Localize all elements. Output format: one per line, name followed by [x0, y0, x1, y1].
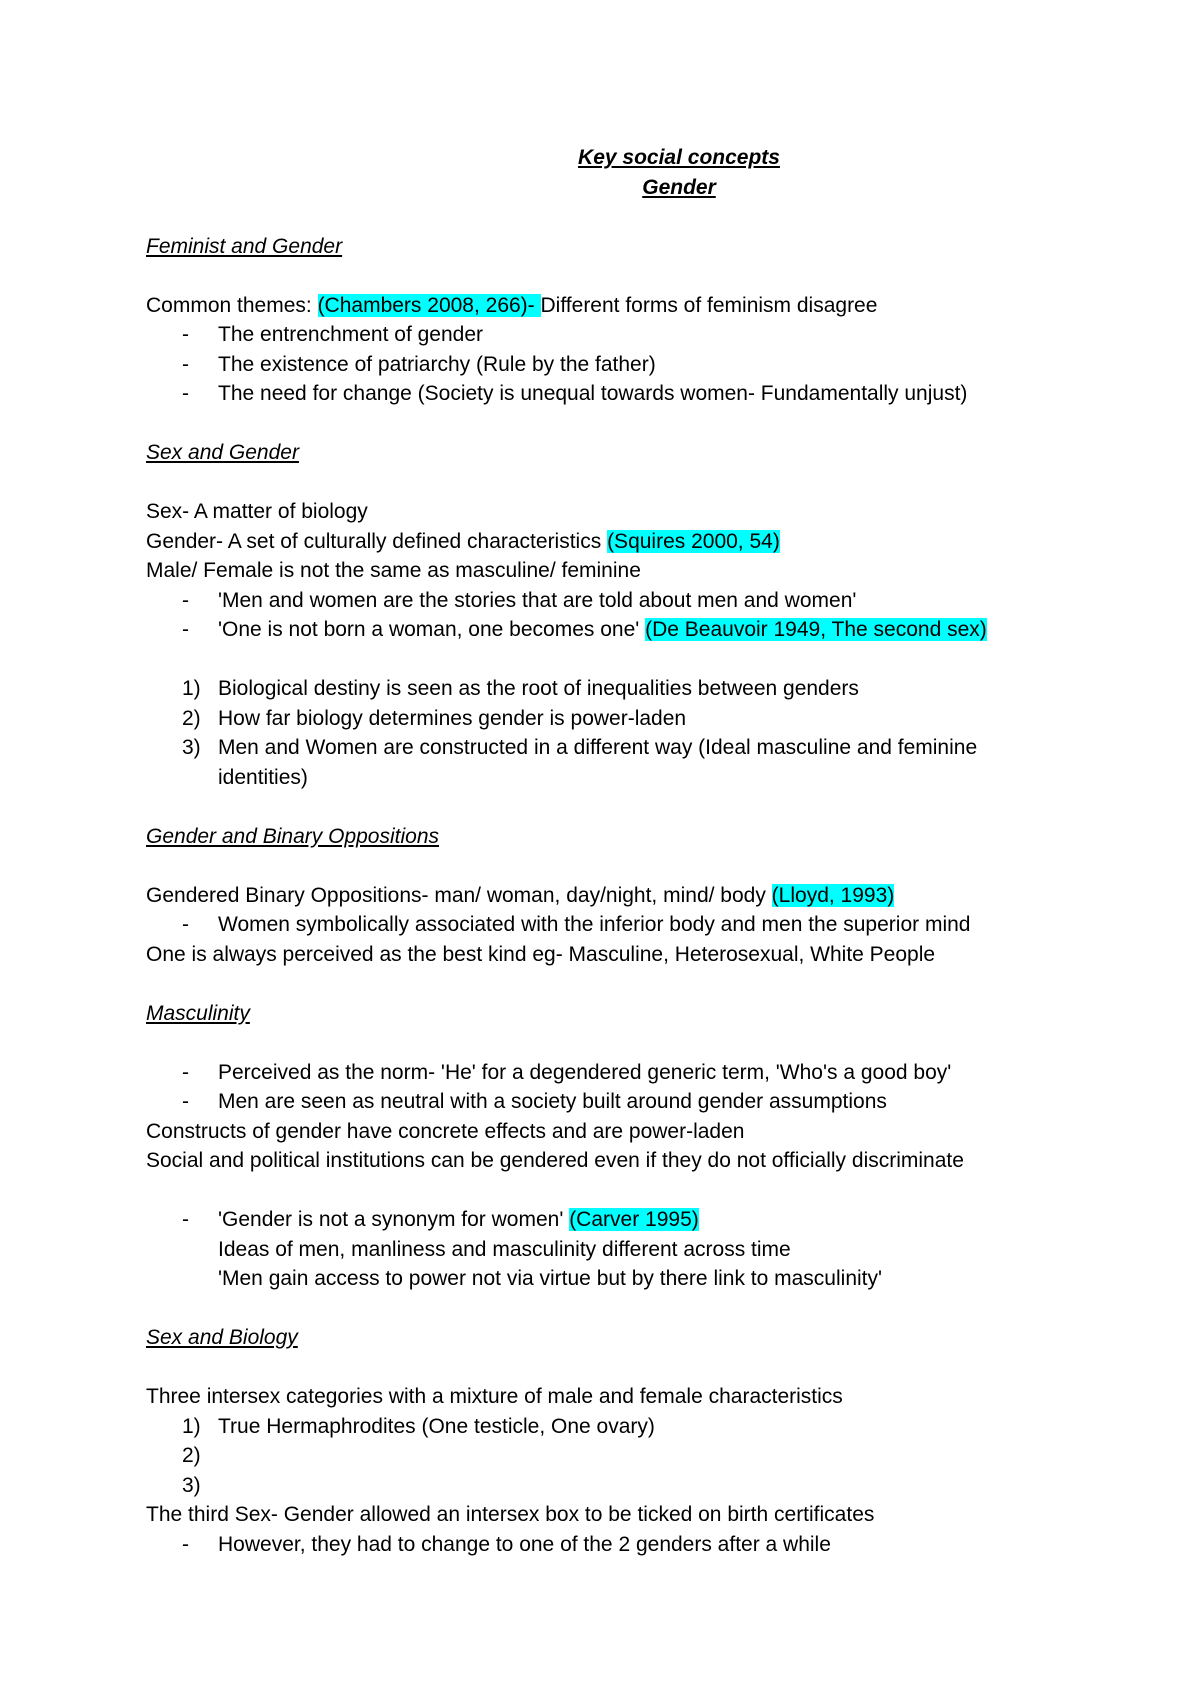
paragraph: Social and political institutions can be gendered even if they do not officially discriminate: [146, 1149, 964, 1172]
paragraph: Three intersex categories with a mixture of male and female characteristics: [146, 1385, 843, 1408]
paragraph: [146, 291, 1066, 321]
bullet-text: Perceived as the norm- 'He' for a degendered generic term, 'Who's a good boy': [218, 1060, 952, 1084]
bullet-text: 'Gender is not a synonym for women': [218, 1208, 570, 1231]
bullet-item: [146, 615, 1066, 645]
dash-marker: -: [182, 323, 189, 346]
numbered-item: [146, 1412, 1066, 1442]
paragraph: Sex- A matter of biology: [146, 500, 368, 523]
document-title: Key social concepts: [578, 146, 780, 169]
paragraph: Male/ Female is not the same as masculine/ feminine: [146, 559, 641, 582]
sub-line: 'Men gain access to power not via virtue but by there link to masculinity': [218, 1267, 883, 1290]
numbered-item: [146, 1471, 1066, 1501]
numbered-item: [146, 704, 1066, 734]
numbered-item: [146, 674, 1066, 704]
dash-marker: -: [182, 1208, 189, 1231]
bullet-text: The entrenchment of gender: [218, 323, 484, 346]
dash-marker: -: [182, 913, 189, 936]
text: Common themes:: [146, 293, 318, 317]
section-heading-binary: Gender and Binary Oppositions: [146, 824, 440, 848]
bullet-text: The existence of patriarchy (Rule by the father): [218, 352, 656, 376]
number-marker: 3): [182, 1473, 201, 1497]
numbered-text: Men and Women are constructed in a different way (Ideal masculine and feminine identities): [218, 736, 978, 789]
paragraph: Constructs of gender have concrete effects and are power-laden: [146, 1119, 745, 1143]
numbered-text: How far biology determines gender is power-laden: [218, 706, 687, 730]
dash-marker: -: [182, 382, 189, 405]
bullet-item: [146, 1087, 1066, 1117]
citation-highlight: (De Beauvoir 1949, The second sex): [645, 618, 987, 641]
bullet-item: [146, 1058, 1066, 1088]
text: Gender- A set of culturally defined characteristics: [146, 529, 608, 553]
paragraph: [146, 527, 1066, 557]
section-heading-masculinity: Masculinity: [146, 1001, 250, 1025]
number-marker: 3): [182, 736, 201, 759]
numbered-item: [146, 733, 1066, 792]
section-heading-feminist: Feminist and Gender: [146, 234, 343, 258]
citation-highlight: (Chambers 2008, 266)-: [317, 293, 541, 317]
bullet-item: [146, 1530, 1066, 1560]
dash-marker: -: [182, 352, 189, 376]
dash-marker: -: [182, 618, 189, 641]
section-heading-sex-gender: Sex and Gender: [146, 441, 299, 464]
numbered-text: Biological destiny is seen as the root of inequalities between genders: [218, 677, 859, 700]
bullet-item: [146, 350, 1066, 380]
text: Different forms of feminism disagree: [540, 293, 878, 317]
numbered-item: [146, 1441, 1066, 1471]
document-body: [146, 143, 1066, 1559]
bullet-item: [146, 586, 1066, 616]
number-marker: 1): [182, 1414, 201, 1438]
dash-marker: -: [182, 588, 189, 612]
bullet-item: [146, 320, 1066, 350]
dash-marker: -: [182, 1532, 189, 1556]
paragraph: [146, 881, 1066, 911]
bullet-item: [146, 910, 1066, 940]
citation-highlight: (Squires 2000, 54): [607, 529, 780, 553]
numbered-text: True Hermaphrodites (One testicle, One ovary): [218, 1414, 655, 1438]
document-subtitle: Gender: [642, 175, 716, 199]
bullet-item: [146, 1205, 1066, 1235]
paragraph: One is always perceived as the best kind eg- Masculine, Heterosexual, White People: [146, 942, 936, 966]
number-marker: 2): [182, 1444, 201, 1467]
bullet-text: 'One is not born a woman, one becomes one': [218, 618, 646, 641]
citation-highlight: (Lloyd, 1993): [771, 883, 895, 907]
paragraph: The third Sex- Gender allowed an intersex box to be ticked on birth certificates: [146, 1503, 875, 1526]
citation-highlight: (Carver 1995): [569, 1208, 699, 1231]
bullet-text: The need for change (Society is unequal towards women- Fundamentally unjust): [218, 382, 968, 405]
dash-marker: -: [182, 1060, 189, 1084]
dash-marker: -: [182, 1090, 189, 1113]
number-marker: 1): [182, 677, 201, 700]
text: Gendered Binary Oppositions- man/ woman, day/night, mind/ body: [146, 883, 772, 907]
bullet-text: However, they had to change to one of the 2 genders after a while: [218, 1532, 831, 1556]
bullet-text: 'Men and women are the stories that are told about men and women': [218, 588, 857, 612]
bullet-text: Women symbolically associated with the inferior body and men the superior mind: [218, 913, 971, 936]
bullet-item: [146, 379, 1066, 409]
sub-line: Ideas of men, manliness and masculinity different across time: [218, 1237, 791, 1261]
bullet-text: Men are seen as neutral with a society built around gender assumptions: [218, 1090, 887, 1113]
section-heading-sex-biology: Sex and Biology: [146, 1326, 298, 1349]
number-marker: 2): [182, 706, 201, 730]
